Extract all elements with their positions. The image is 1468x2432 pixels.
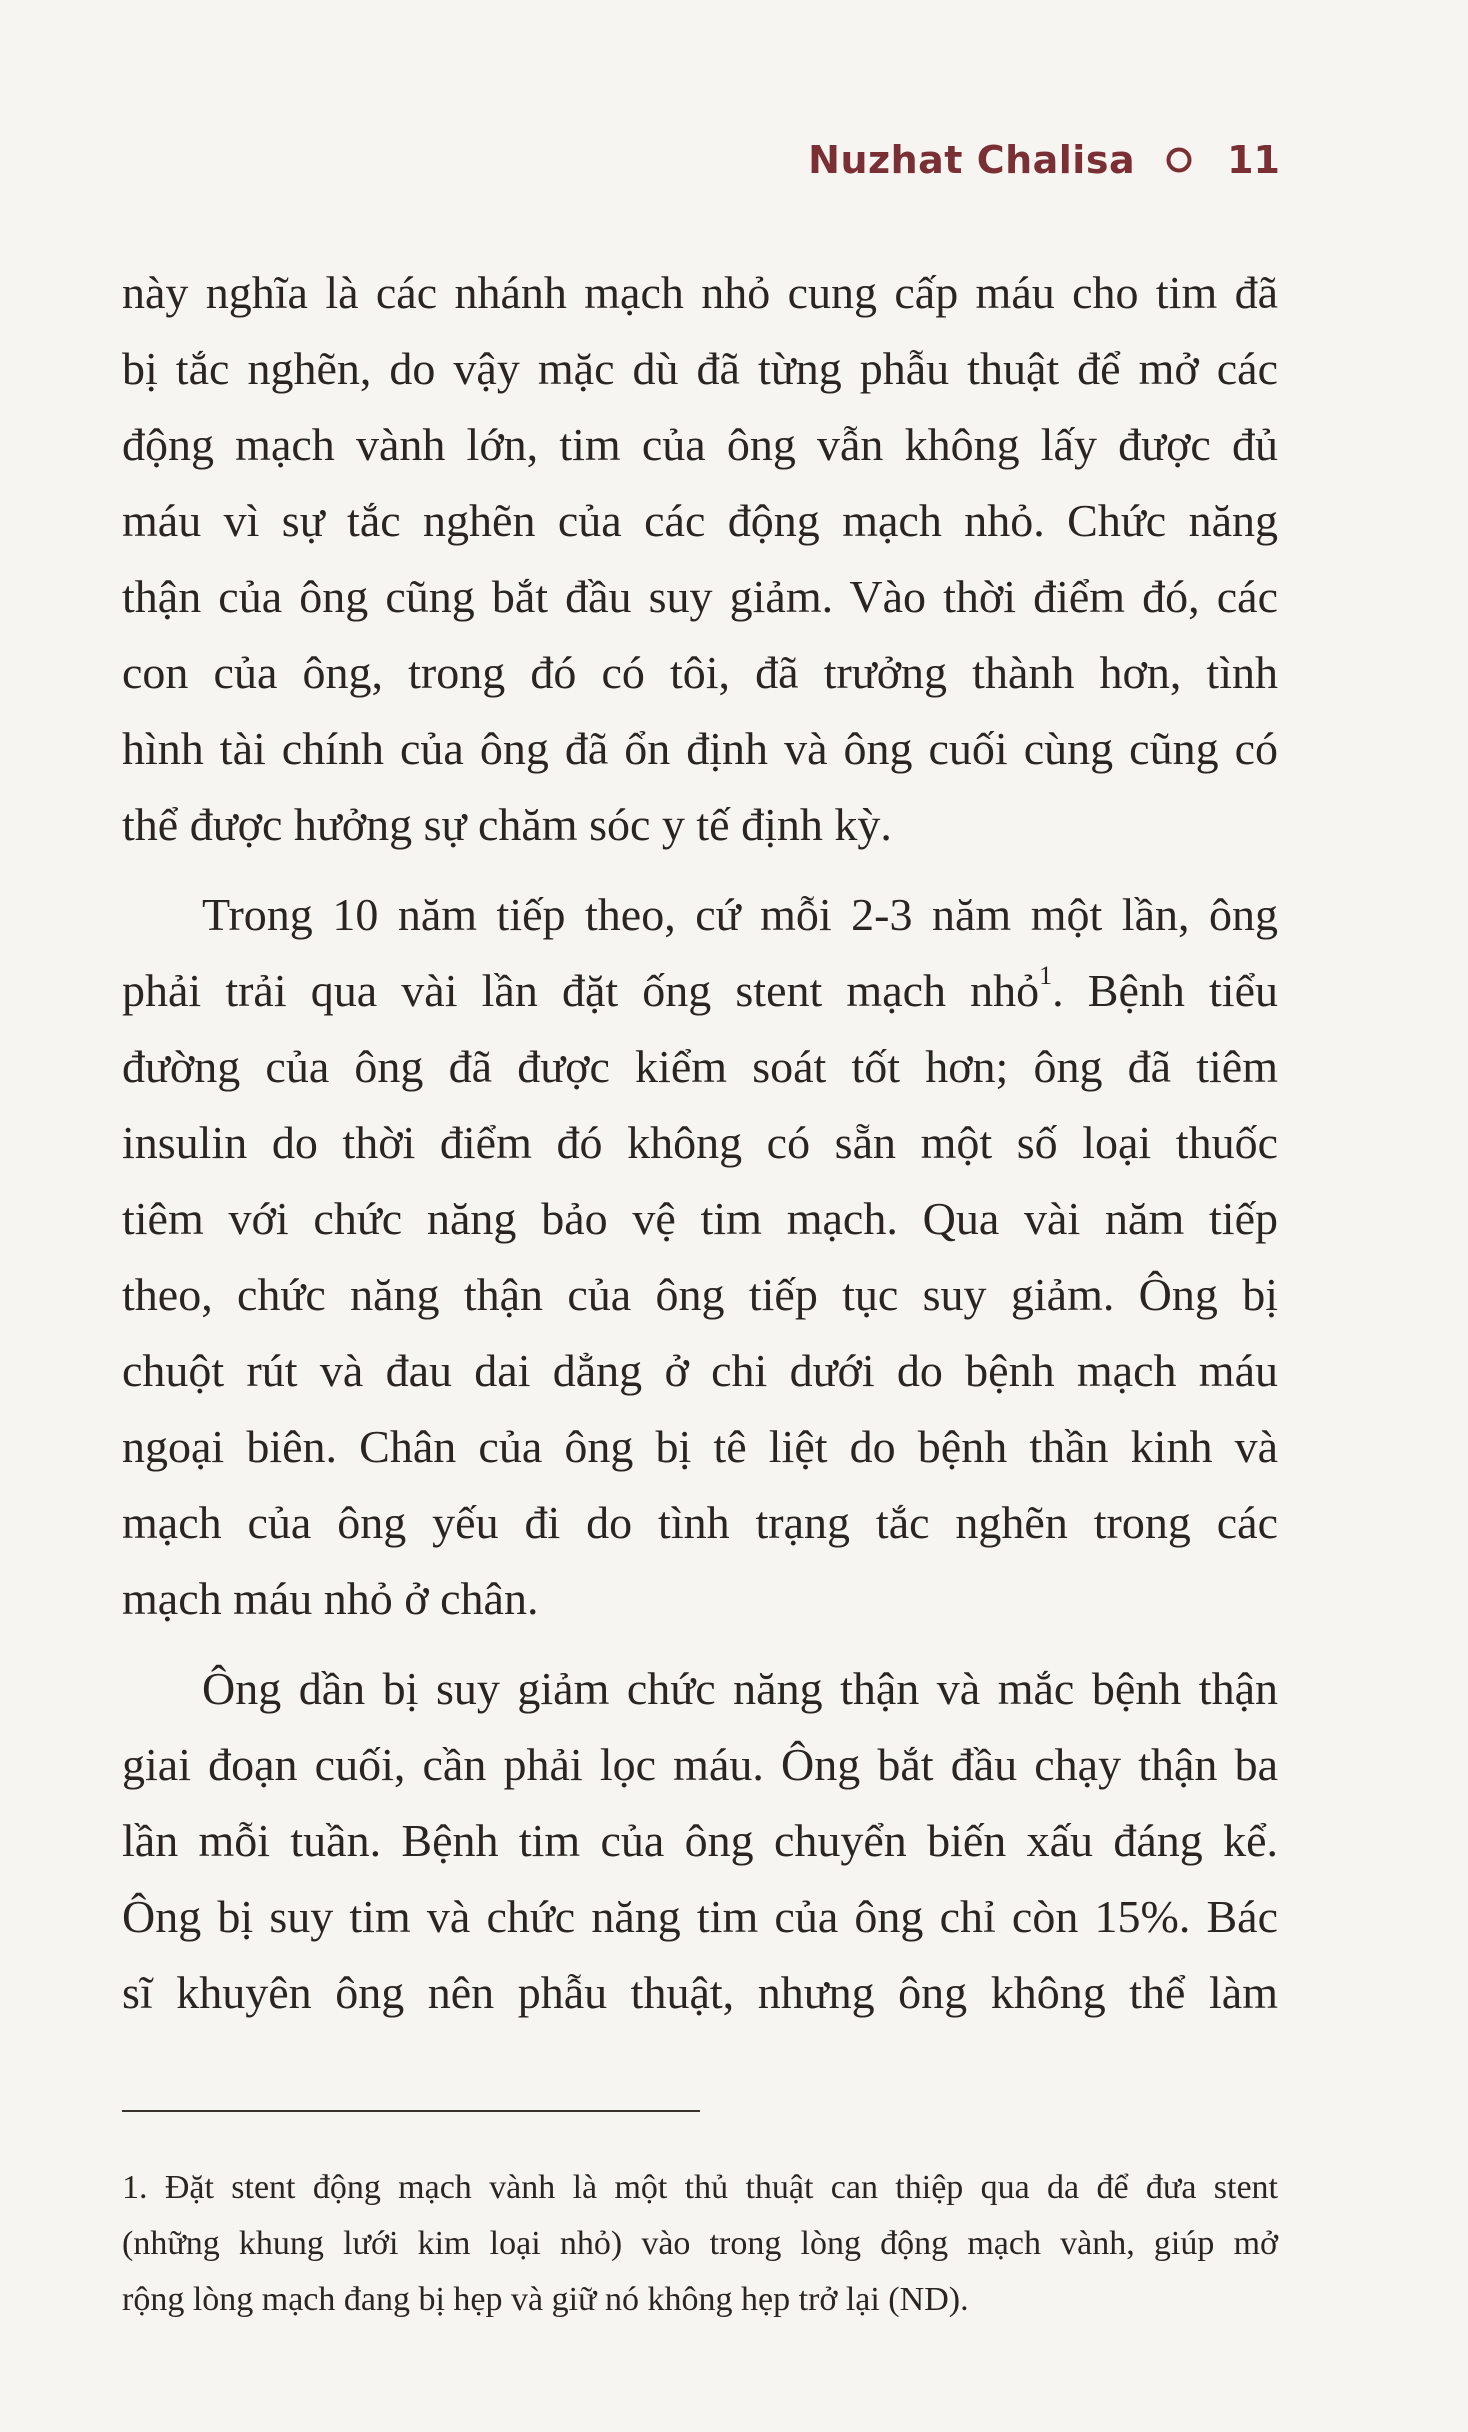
text-line: này nghĩa là các nhánh mạch nhỏ cung cấp máu cho tim đã	[122, 267, 1278, 318]
author-name: Nuzhat Chalisa	[808, 138, 1136, 182]
footnote-line: 1. Đặt stent động mạch vành là một thủ thuật can thiệp qua da để đưa stent	[122, 2169, 1278, 2206]
text-line-with-footnote	[122, 953, 1278, 1029]
footnote-divider	[122, 2110, 700, 2112]
text-line: Trong 10 năm tiếp theo, cứ mỗi 2-3 năm một lần, ông	[202, 889, 1278, 940]
text-line: thể được hưởng sự chăm sóc y tế định kỳ.	[122, 799, 892, 850]
running-header	[808, 138, 1280, 182]
text-line: theo, chức năng thận của ông tiếp tục suy giảm. Ông bị	[122, 1269, 1278, 1320]
text-line: ngoại biên. Chân của ông bị tê liệt do bệnh thần kinh và	[122, 1421, 1278, 1472]
text-line: mạch của ông yếu đi do tình trạng tắc nghẽn trong các	[122, 1497, 1278, 1548]
paragraph-1	[122, 255, 1278, 863]
footnote	[122, 2160, 1278, 2328]
circle-icon	[1165, 146, 1193, 174]
body-text	[122, 255, 1278, 2031]
text-line: mạch máu nhỏ ở chân.	[122, 1573, 539, 1624]
paragraph-3	[122, 1651, 1278, 2031]
text-line: lần mỗi tuần. Bệnh tim của ông chuyển biến xấu đáng kể.	[122, 1815, 1278, 1866]
text-segment: phải trải qua vài lần đặt ống stent mạch nhỏ	[122, 965, 1040, 1016]
footnote-line: (những khung lưới kim loại nhỏ) vào trong lòng động mạch vành, giúp mở	[122, 2225, 1278, 2262]
text-line: Ông dần bị suy giảm chức năng thận và mắc bệnh thận	[202, 1663, 1278, 1714]
text-line: máu vì sự tắc nghẽn của các động mạch nhỏ. Chức năng	[122, 495, 1278, 546]
text-line: giai đoạn cuối, cần phải lọc máu. Ông bắt đầu chạy thận ba	[122, 1739, 1278, 1790]
text-line: hình tài chính của ông đã ổn định và ông cuối cùng cũng có	[122, 723, 1278, 774]
footnote-reference[interactable]: 1	[1039, 960, 1053, 990]
text-line: Ông bị suy tim và chức năng tim của ông chỉ còn 15%. Bác	[122, 1891, 1278, 1942]
text-line: chuột rút và đau dai dẳng ở chi dưới do bệnh mạch máu	[122, 1345, 1278, 1396]
text-line: insulin do thời điểm đó không có sẵn một số loại thuốc	[122, 1117, 1278, 1168]
text-line: tiêm với chức năng bảo vệ tim mạch. Qua vài năm tiếp	[122, 1193, 1278, 1244]
text-line: đường của ông đã được kiểm soát tốt hơn; ông đã tiêm	[122, 1041, 1278, 1092]
text-line: con của ông, trong đó có tôi, đã trưởng thành hơn, tình	[122, 647, 1278, 698]
text-line: thận của ông cũng bắt đầu suy giảm. Vào thời điểm đó, các	[122, 571, 1278, 622]
page-number: 11	[1227, 138, 1280, 182]
text-line: bị tắc nghẽn, do vậy mặc dù đã từng phẫu thuật để mở các	[122, 343, 1278, 394]
text-line: sĩ khuyên ông nên phẫu thuật, nhưng ông không thể làm	[122, 1967, 1278, 2018]
text-segment: . Bệnh tiểu	[1052, 965, 1279, 1016]
footnote-line: rộng lòng mạch đang bị hẹp và giữ nó không hẹp trở lại (ND).	[122, 2281, 969, 2318]
paragraph-2	[122, 877, 1278, 1637]
text-line: động mạch vành lớn, tim của ông vẫn không lấy được đủ	[122, 419, 1278, 470]
